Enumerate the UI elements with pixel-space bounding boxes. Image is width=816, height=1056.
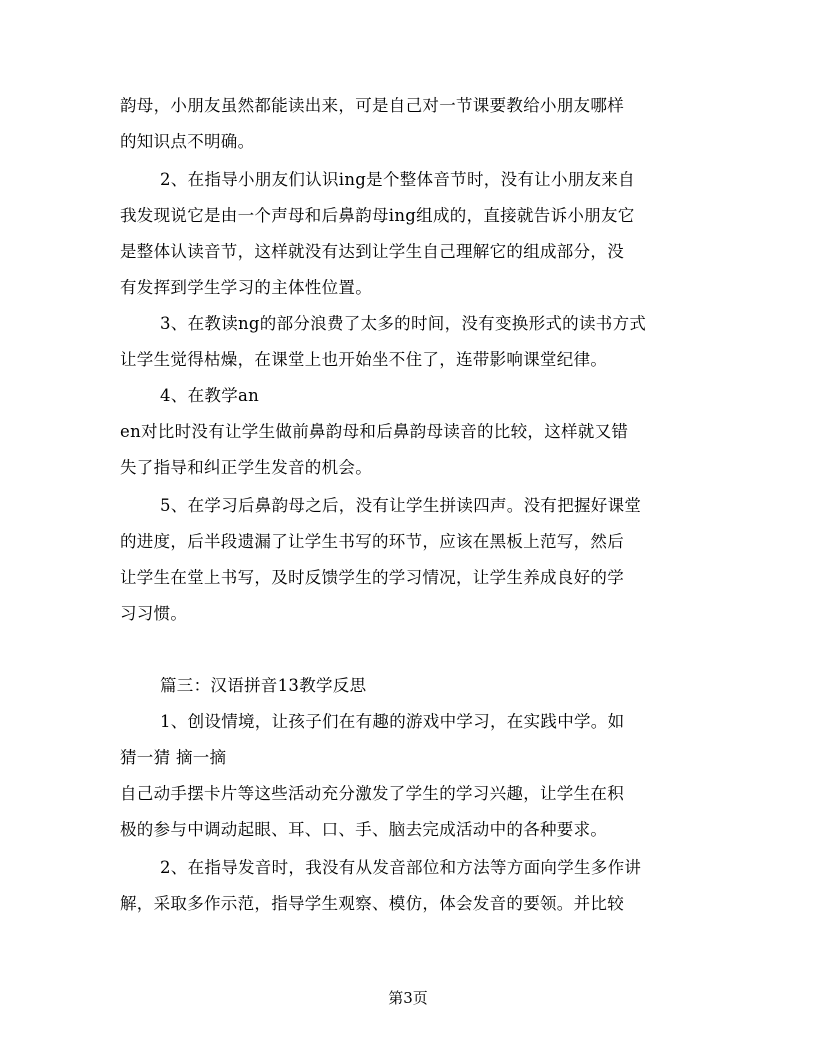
text-line: 让学生觉得枯燥，在课堂上也开始坐不住了，连带影响课堂纪律。 [120,350,608,369]
text-line: 3、在教读ng的部分浪费了太多的时间，没有变换形式的读书方式 [160,314,647,333]
text-line: 5、在学习后鼻韵母之后，没有让学生拼读四声。没有把握好课堂 [160,496,642,515]
text-line: 自己动手摆卡片等这些活动充分激发了学生的学习兴趣，让学生在积 [120,784,624,803]
text-line: 是整体认读音节，这样就没有达到让学生自己理解它的组成部分，没 [120,242,624,261]
text-line: 韵母，小朋友虽然都能读出来，可是自己对一节课要教给小朋友哪样 [120,96,624,115]
text-line: 猜一猜 摘一摘 [120,748,227,767]
text-line: 让学生在堂上书写，及时反馈学生的学习情况，让学生养成良好的学 [120,568,624,587]
text-line: 的进度，后半段遗漏了让学生书写的环节，应该在黑板上范写，然后 [120,532,624,551]
text-line: 失了指导和纠正学生发音的机会。 [120,458,372,477]
text-line: 1、创设情境，让孩子们在有趣的游戏中学习，在实践中学。如 [160,712,625,731]
text-line: en对比时没有让学生做前鼻韵母和后鼻韵母读音的比较，这样就又错 [120,422,629,441]
section-heading: 篇三：汉语拼音13教学反思 [160,676,367,695]
text-line: 解，采取多作示范，指导学生观察、模仿，体会发音的要领。并比较 [120,894,624,913]
text-line: 习习惯。 [120,604,188,623]
text-line: 极的参与中调动起眼、耳、口、手、脑去完成活动中的各种要求。 [120,820,608,839]
text-line: 有发挥到学生学习的主体性位置。 [120,278,372,297]
text-line: 4、在教学an [160,386,260,405]
text-line: 2、在指导小朋友们认识ing是个整体音节时，没有让小朋友来自 [160,170,635,189]
text-line: 我发现说它是由一个声母和后鼻韵母ing组成的，直接就告诉小朋友它 [120,206,635,225]
text-line: 的知识点不明确。 [120,132,255,151]
page-number: 第3页 [388,989,428,1007]
text-line: 2、在指导发音时，我没有从发音部位和方法等方面向学生多作讲 [160,858,642,877]
